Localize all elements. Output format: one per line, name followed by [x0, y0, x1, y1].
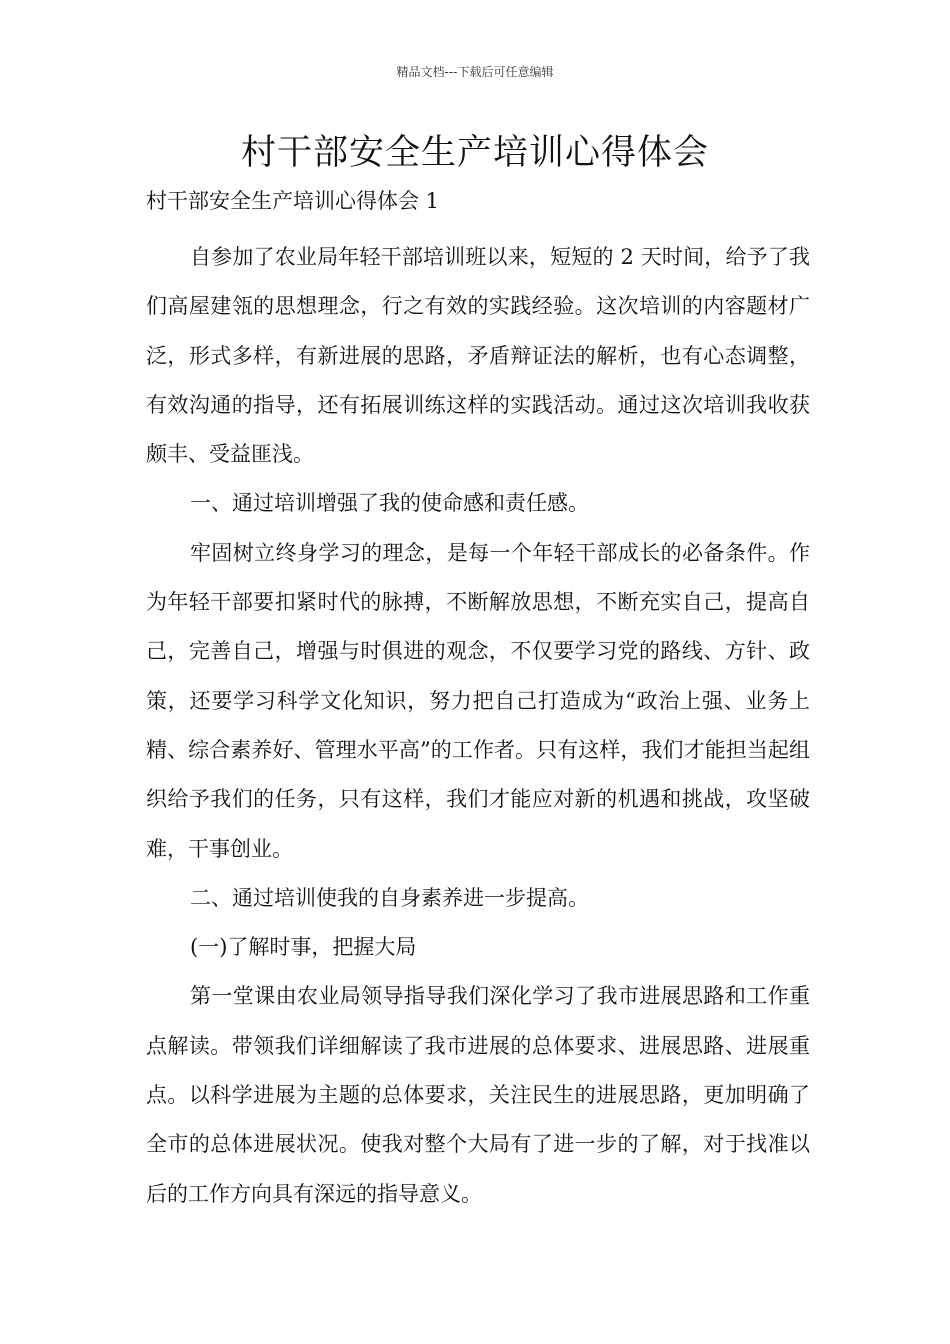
document-title: 村干部安全生产培训心得体会 — [240, 133, 709, 173]
section-heading: 二、通过培训使我的自身素养进一步提高。 — [190, 885, 589, 910]
section-heading: 一、通过培训增强了我的使命感和责任感。 — [190, 491, 589, 516]
paragraph: 自参加了农业局年轻干部培训班以来，短短的 2 天时间，给予了我们高屋建瓴的思想理念，行之有效的实践经验。这次培训的内容题材广泛，形式多样，有新进展的思路，矛盾辩证法的解析，也有心态调整，有效沟通的指导，还有拓展训练这样的实践活动。通过这次培训我收获颇丰、受益匪浅。 — [146, 245, 810, 467]
subsection-heading: (一)了解时事，把握大局 — [190, 935, 417, 960]
section-subtitle: 村干部安全生产培训心得体会 1 — [146, 189, 440, 213]
header-note: 精品文档---下载后可任意编辑 — [396, 65, 554, 79]
paragraph: 第一堂课由农业局领导指导我们深化学习了我市进展思路和工作重点解读。带领我们详细解读了我市进展的总体要求、进展思路、进展重点。以科学进展为主题的总体要求，关注民生的进展思路，更加明确了全市的总体进展状况。使我对整个大局有了进一步的了解，对于找准以后的工作方向具有深远的指导意义。 — [146, 984, 810, 1206]
document-body — [146, 233, 810, 1219]
paragraph: 牢固树立终身学习的理念，是每一个年轻干部成长的必备条件。作为年轻干部要扣紧时代的脉搏，不断解放思想，不断充实自己，提高自己，完善自己，增强与时俱进的观念，不仅要学习党的路线、方针、政策，还要学习科学文化知识，努力把自己打造成为“政治上强、业务上精、综合素养好、管理水平高”的工作者。只有这样，我们才能担当起组织给予我们的任务，只有这样，我们才能应对新的机遇和挑战，攻坚破难，干事创业。 — [146, 540, 810, 861]
